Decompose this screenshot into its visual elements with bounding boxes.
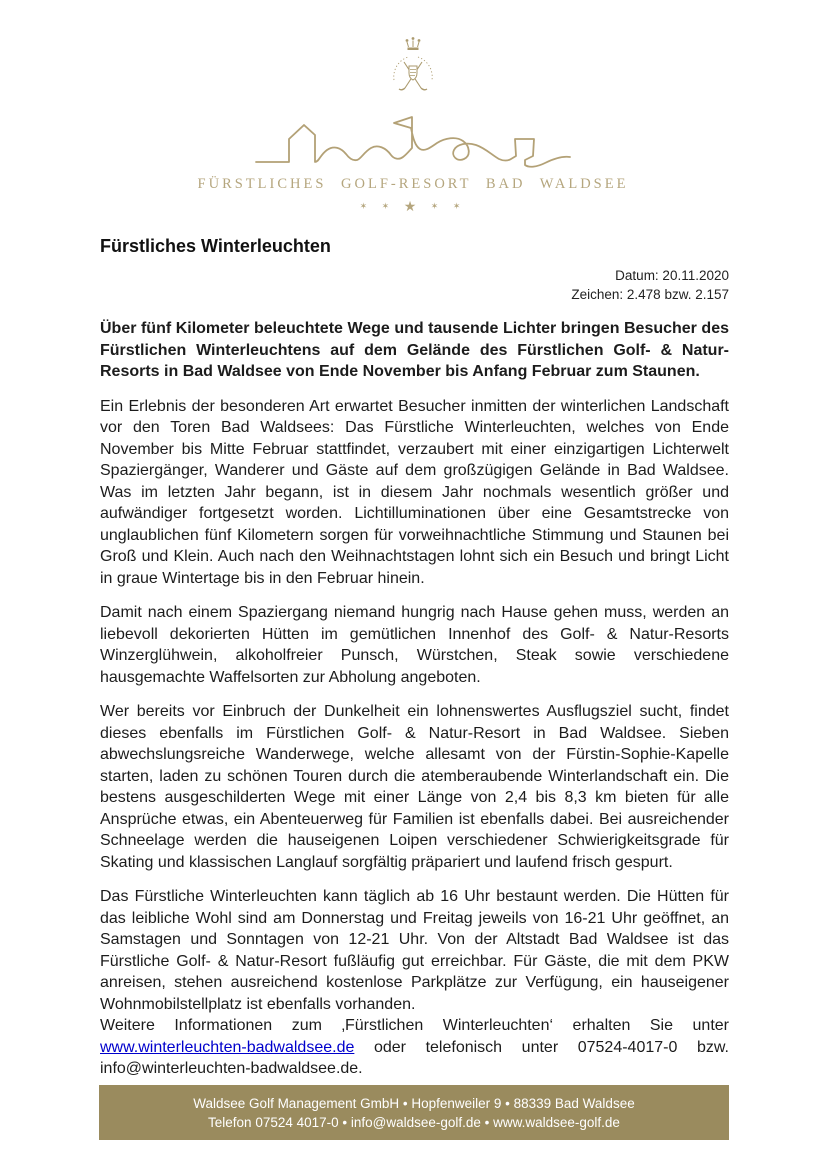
- lead-paragraph: Über fünf Kilometer beleuchtete Wege und tausende Lichter bringen Besucher des Fürstlichen Winterleuchtens auf dem Gelände des Fürstlichen Golf- & Natur-Resorts in Bad Waldsee von Ende November bis Anfang Februar zum Staunen.: [100, 320, 729, 380]
- date-line: Datum: 20.11.2020: [615, 268, 729, 283]
- crown-icon: [406, 37, 421, 50]
- body-paragraph: Wer bereits vor Einbruch der Dunkelheit ein lohnenswertes Ausflugsziel sucht, findet dieses ebenfalls im Fürstlichen Golf- & Natur-Resort in Bad Waldsee. Sieben abwechslungsreiche Wanderwege, welche allesamt von der Fürstin-Sophie-Kapelle starten, laden zu schönen Touren durch die atemberaubende Winterlandschaft ein. Die bestens ausgeschilderten Wege mit einer Länge von 2,4 bis 8,3 km bieten für alle Ansprüche etwas, ein Abenteuerweg für Familien ist ebenfalls dabei. Bei ausreichender Schneelage werden die hauseigenen Loipen verschiedener Schwierigkeitsgrade für Skating und klassischen Langlauf sorgfältig präpariert und laufend frisch gespurt.: [100, 703, 729, 871]
- footer-contact-line: Telefon 07524 4017-0 • info@waldsee-golf.de • www.waldsee-golf.de: [208, 1115, 620, 1130]
- character-count-line: Zeichen: 2.478 bzw. 2.157: [571, 287, 729, 302]
- star-center-icon: ★: [403, 198, 423, 214]
- stars-right: ✶ ✶: [430, 201, 467, 211]
- crest-crown-golf-emblem-icon: [384, 36, 442, 104]
- logo-skyline-drawing: [253, 108, 573, 174]
- document-body: [100, 318, 729, 1080]
- body-paragraph: Damit nach einem Spaziergang niemand hungrig nach Hause gehen muss, werden an liebevoll dekorierten Hütten im gemütlichen Innenhof des Golf- & Natur-Resorts Winzerglühwein, alkoholfreier Punsch, Würstchen, Steak sowie verschiedene hausgemachte Waffelsorten zur Abholung angeboten.: [100, 604, 729, 686]
- body-paragraph: Ein Erlebnis der besonderen Art erwartet Besucher inmitten der winterlichen Landschaft vor den Toren Bad Waldsees: Das Fürstliche Winterleuchten, welches von Ende November bis Mitte Februar stattfindet, verzaubert mit einer einzigartigen Lichterwelt Spaziergänger, Wanderer und Gäste auf dem großzügigen Gelände in Bad Waldsee. Was im letzten Jahr begann, ist in diesem Jahr nochmals wesentlich größer und aufwändiger fortgesetzt worden. Lichtilluminationen über eine Gesamtstrecke von unglaublichen fünf Kilometern sorgen für vorweihnachtliche Stimmung und Staunen bei Groß und Klein. Auch nach den Weihnachtstagen lohnt sich ein Besuch und bringt Licht in graue Wintertage bis in den Februar hinein.: [100, 397, 729, 587]
- footer-bar: [99, 1085, 729, 1140]
- document-meta: [100, 266, 729, 304]
- stars-left: ✶ ✶: [359, 201, 396, 211]
- page-title: Fürstliches Winterleuchten: [100, 236, 331, 256]
- shield-icon: [409, 66, 417, 80]
- closing-text-post: oder telefonisch unter 07524-4017-0 bzw. info@winterleuchten-badwaldsee.de.: [100, 1038, 729, 1077]
- closing-paragraph: [100, 1015, 729, 1080]
- closing-text-pre: Weitere Informationen zum ‚Fürstlichen Winterleuchten‘ erhalten Sie unter: [100, 1017, 729, 1034]
- resort-logo: [0, 36, 826, 215]
- document-header: [100, 236, 729, 304]
- winterleuchten-link[interactable]: www.winterleuchten-badwaldsee.de: [100, 1038, 355, 1056]
- footer-address-line: Waldsee Golf Management GmbH • Hopfenweiler 9 • 88339 Bad Waldsee: [193, 1096, 635, 1111]
- body-paragraph: Das Fürstliche Winterleuchten kann täglich ab 16 Uhr bestaunt werden. Die Hütten für das leibliche Wohl sind am Donnerstag und Freitag jeweils von 16-21 Uhr geöffnet, an Samstagen und Sonntagen von 12-21 Uhr. Von der Altstadt Bad Waldsee ist das Fürstliche Golf- & Natur-Resort fußläufig gut erreichbar. Für Gäste, die mit dem PKW anreisen, stehen ausreichend kostenlose Parkplätze zur Verfügung, ein hauseigener Wohnmobilstellplatz ist ebenfalls vorhanden.: [100, 888, 729, 1013]
- logo-stars: [0, 198, 826, 215]
- logo-wordmark: FÜRSTLICHES GOLF-RESORT BAD WALDSEE: [197, 176, 629, 192]
